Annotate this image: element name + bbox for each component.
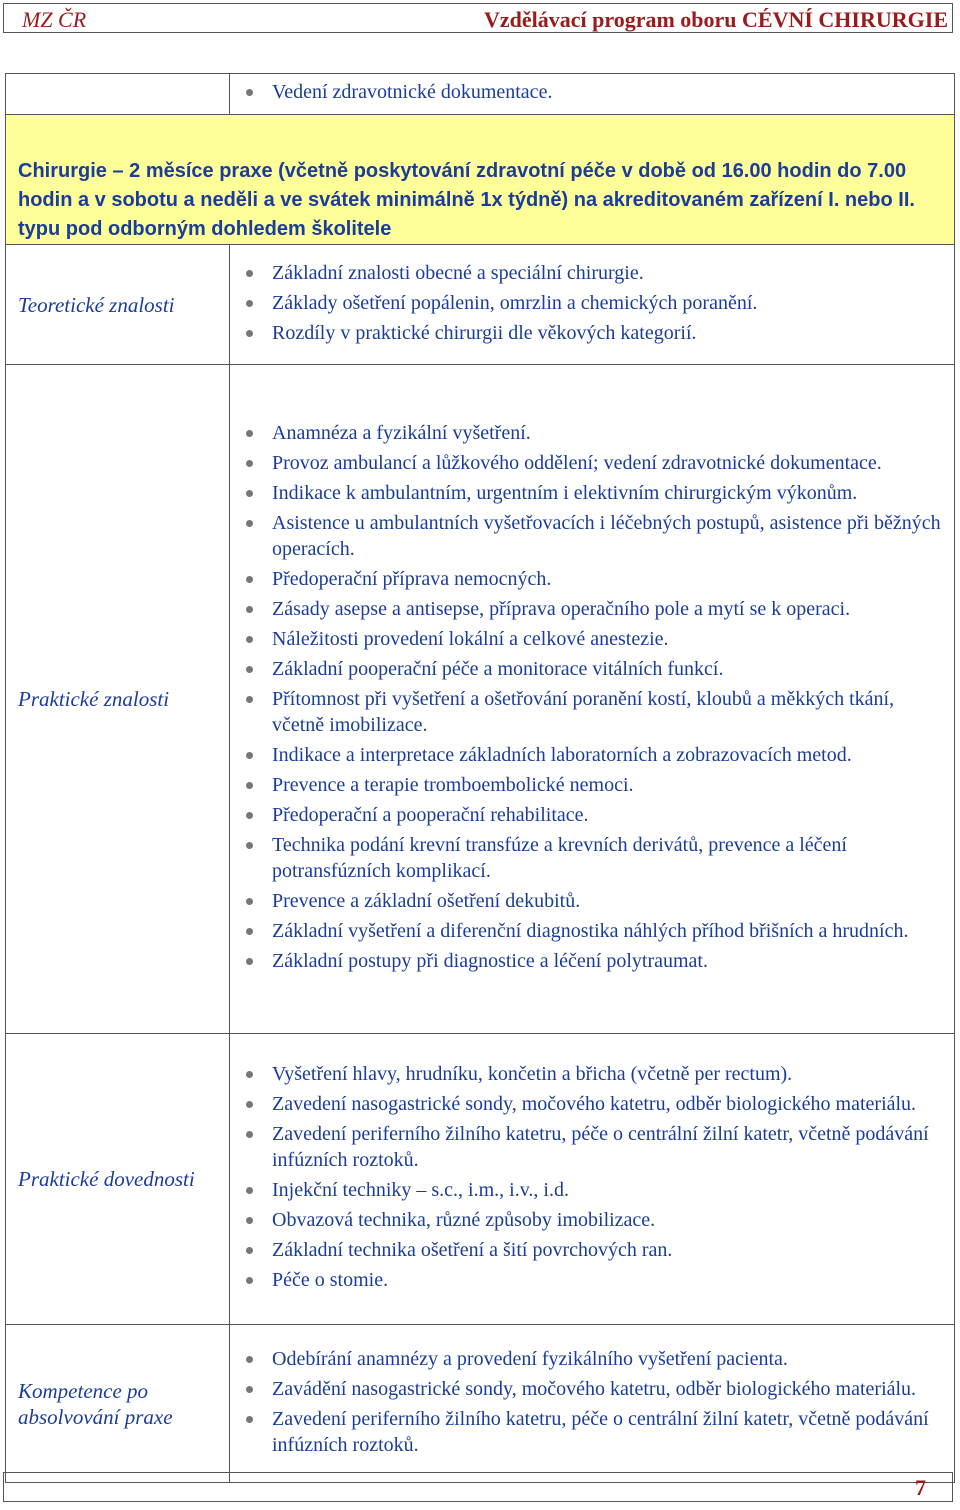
bullet-list: [230, 79, 954, 105]
list-item-text: Vyšetření hlavy, hrudníku, končetin a břicha (včetně per rectum).: [272, 1063, 793, 1085]
list-item-text: Zásady asepse a antisepse, příprava operačního pole a mytí se k operaci.: [272, 598, 851, 620]
list-item: [246, 260, 944, 286]
list-item: [246, 918, 944, 944]
list-item-text: Odebírání anamnézy a provedení fyzikálního vyšetření pacienta.: [272, 1347, 788, 1370]
row-label-cell: [6, 245, 230, 365]
table-row: [6, 1034, 955, 1325]
list-item: [246, 1376, 944, 1402]
list-item: [246, 1091, 944, 1117]
bullet-list: [230, 420, 954, 974]
list-item-text: Injekční techniky – s.c., i.m., i.v., i.d.: [272, 1179, 569, 1201]
list-item: [246, 948, 944, 974]
list-item: [246, 802, 944, 828]
list-item-text: Technika podání krevní transfúze a krevních derivátů, prevence a léčení potransfúzních komplikací.: [272, 834, 847, 882]
curriculum-table: [5, 73, 955, 1483]
list-item: [246, 420, 944, 446]
list-item-text: Zavedení periferního žilního katetru, péče o centrální žilní katetr, včetně podávání infúzních roztoků.: [272, 1123, 929, 1171]
list-item-text: Péče o stomie.: [272, 1269, 389, 1291]
list-item-text: Zavedení periferního žilního katetru, péče o centrální žilní katetr, včetně podávání infúzních roztoků.: [272, 1407, 929, 1456]
row-label: Kompetence po absolvování praxe: [18, 1378, 173, 1429]
bullet-list: [230, 1061, 954, 1293]
list-item: [246, 596, 944, 622]
list-item: [246, 1406, 944, 1458]
row-label: Teoretické znalosti: [18, 292, 175, 317]
row-label-cell: [6, 1325, 230, 1483]
content-cell: [230, 1325, 955, 1483]
list-item: [246, 888, 944, 914]
list-item-text: Základy ošetření popálenin, omrzlin a chemických poranění.: [272, 291, 758, 314]
table-row: [6, 1325, 955, 1483]
page-number: 7: [915, 1475, 926, 1500]
list-item-text: Zavádění nasogastrické sondy, močového katetru, odběr biologického materiálu.: [272, 1377, 917, 1400]
list-item-text: Přítomnost při vyšetření a ošetřování poranění kostí, kloubů a měkkých tkání, včetně imobilizace.: [272, 688, 895, 736]
list-item-text: Základní postupy při diagnostice a léčení polytraumat.: [272, 950, 708, 972]
list-item: [246, 1346, 944, 1372]
list-item: [246, 772, 944, 798]
content-cell: [230, 365, 955, 1034]
content-cell: [230, 1034, 955, 1325]
list-item-text: Indikace k ambulantním, urgentním i elektivním chirurgickým výkonům.: [272, 482, 858, 504]
header-program-title: Vzdělávací program oboru CÉVNÍ CHIRURGIE: [483, 7, 948, 32]
list-item-text: Předoperační a pooperační rehabilitace.: [272, 804, 589, 826]
list-item: [246, 1207, 944, 1233]
bullet-list: [230, 1346, 954, 1458]
list-item-text: Základní vyšetření a diferenční diagnostika náhlých příhod břišních a hrudních.: [272, 920, 909, 942]
list-item-text: Základní technika ošetření a šití povrchových ran.: [272, 1239, 673, 1261]
list-item: [246, 656, 944, 682]
page-footer: [3, 1472, 953, 1502]
page-header: [3, 3, 953, 33]
list-item: [246, 566, 944, 592]
table-row: [6, 365, 955, 1034]
list-item-text: Asistence u ambulantních vyšetřovacích i léčebných postupů, asistence při běžných operacích.: [272, 512, 941, 560]
header-ministry: MZ ČR: [22, 7, 87, 32]
list-item-text: Předoperační příprava nemocných.: [272, 568, 552, 590]
row-label-cell: [6, 1034, 230, 1325]
list-item: [246, 450, 944, 476]
row-label: Praktické znalosti: [18, 687, 170, 711]
table-row: [6, 245, 955, 365]
list-item-text: Základní znalosti obecné a speciální chirurgie.: [272, 261, 644, 284]
list-item: [246, 480, 944, 506]
list-item-text: Obvazová technika, různé způsoby imobilizace.: [272, 1209, 656, 1231]
list-item-text: Rozdíly v praktické chirurgii dle věkových kategorií.: [272, 321, 697, 344]
section-title: Chirurgie – 2 měsíce praxe (včetně poskytování zdravotní péče v době od 16.00 hodin do 7.00 hodin a v sobotu a neděli a ve svátek minimálně 1x týdně) na akreditovaném zařízení I. nebo II. typu pod odborným dohledem školitele: [18, 160, 915, 240]
list-item-text: Základní pooperační péče a monitorace vitálních funkcí.: [272, 658, 724, 680]
content-cell: [230, 74, 955, 115]
list-item-text: Provoz ambulancí a lůžkového oddělení; vedení zdravotnické dokumentace.: [272, 452, 882, 474]
bullet-list: [230, 260, 954, 346]
list-item: [246, 742, 944, 768]
list-item: [246, 832, 944, 884]
list-item: [246, 1177, 944, 1203]
list-item-text: Vedení zdravotnické dokumentace.: [272, 81, 553, 103]
list-item: [246, 510, 944, 562]
list-item-text: Prevence a terapie tromboembolické nemoci.: [272, 774, 634, 796]
list-item-text: Prevence a základní ošetření dekubitů.: [272, 890, 581, 912]
list-item-text: Indikace a interpretace základních laboratorních a zobrazovacích metod.: [272, 744, 852, 766]
list-item: [246, 626, 944, 652]
list-item: [246, 1061, 944, 1087]
table-row: [6, 74, 955, 115]
content-cell: [230, 245, 955, 365]
list-item: [246, 1237, 944, 1263]
list-item: [246, 320, 944, 346]
list-item-text: Náležitosti provedení lokální a celkové anestezie.: [272, 628, 669, 650]
row-label: Praktické dovednosti: [18, 1167, 195, 1191]
list-item: [246, 79, 944, 105]
list-item: [246, 290, 944, 316]
list-item: [246, 1121, 944, 1173]
row-label-cell: [6, 365, 230, 1034]
section-title-cell: [6, 115, 955, 245]
list-item-text: Anamnéza a fyzikální vyšetření.: [272, 422, 531, 444]
list-item-text: Zavedení nasogastrické sondy, močového katetru, odběr biologického materiálu.: [272, 1093, 917, 1115]
list-item: [246, 1267, 944, 1293]
list-item: [246, 686, 944, 738]
section-title-row: [6, 115, 955, 245]
empty-label-cell: [6, 74, 230, 115]
